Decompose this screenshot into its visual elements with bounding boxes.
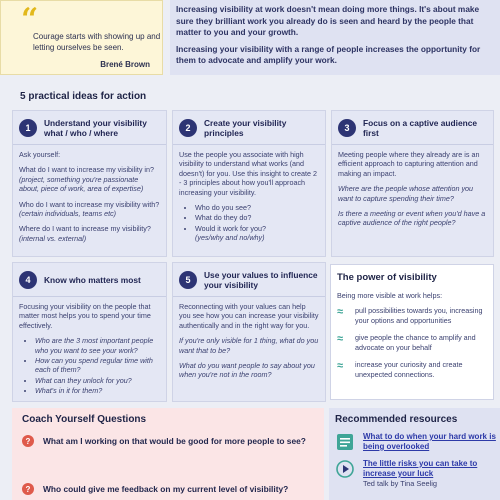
power-of-visibility-panel [330,264,494,400]
intro-paragraph-2: Increasing your visibility with a range of people increases the opportunity for them to advocate and amplify your work. [176,43,481,65]
idea-card-4 [12,262,167,402]
list-item: • What do they do? [195,213,319,222]
intro-paragraph-1: Increasing visibility at work doesn't mean doing more things. It's about make sure they brilliant work you already do is seen and heard by the people that matter to you and your growth. [176,4,480,37]
resource-author: Ted talk by Tina Seelig [363,479,437,488]
card-text: Focusing your visibility on the people that matter most helps you to spend your time effectively. [19,302,151,330]
resource-link[interactable]: The little risks you can take to increase your luck [363,459,478,478]
idea-card-2 [172,110,326,257]
quote-box [0,0,163,75]
card-text: Who do I want to increase my visibility with? (certain individuals, teams etc) [19,199,160,219]
number-4-badge: 4 [19,271,37,289]
card-text: Where do I want to increase my visibility? (internal vs. external) [19,224,151,243]
card-text: What do I want to increase my visibility in? (project, something you're passionate about, piece of work, area of expertise) [19,165,155,194]
list-item: ≈ increase your curiosity and create unexpected connections. [337,360,463,379]
number-1-badge: 1 [19,119,37,137]
list-item: • What's in it for them? [35,386,160,395]
list-item: • How can you spend regular time with each of them? [35,356,160,375]
idea-card-5 [172,262,326,402]
quote-icon: “ [21,2,39,37]
card-text: Meeting people where they already are is an efficient approach to capturing attention and making an impact. [338,150,480,178]
card-list [179,203,319,233]
card-text: (yes/why and no/why) [195,233,265,243]
panel-subtitle: Being more visible at work helps: [337,291,443,300]
card-title: Use your values to influence your visibility [204,269,318,290]
card-text: Use the people you associate with high visibility to understand what works (and doesn't) for you. Use this insight to create 2 - 3 principles about how you'll approach increasing your visibility. [179,150,318,197]
number-3-badge: 3 [338,119,356,137]
card-text: Reconnecting with your values can help you see how you can increase your visibility authentically and in the right way for you. [179,302,319,330]
question-item: ? Who could give me feedback on my current level of visibility? [22,483,288,495]
card-text: If you're only visible for 1 thing, what do you want that to be? [179,336,319,355]
resource-item[interactable] [335,459,500,489]
number-2-badge: 2 [179,119,197,137]
approx-icon: ≈ [337,306,344,318]
section-title: 5 practical ideas for action [20,91,147,102]
list-item: • What can they unlock for you? [35,376,160,385]
approx-icon: ≈ [337,360,344,372]
card-text: Is there a meeting or event when you'd have a captive audience of the right people? [338,209,486,228]
list-item: • Would it work for you? [195,224,319,233]
resource-item[interactable] [335,432,500,452]
quote-author: Brené Brown [100,60,150,69]
resources-panel [329,408,500,500]
resource-link[interactable]: What to do when your hard work is being overlooked [363,432,496,451]
question-item: ? What am I working on that would be good for more people to see? [22,435,306,447]
panel-title: Recommended resources [335,414,458,425]
intro-box [170,0,500,75]
card-text: Where are the people whose attention you want to capture spending their time? [338,184,474,203]
question-icon: ? [22,435,34,447]
panel-title: Coach Yourself Questions [22,414,147,425]
video-icon [335,459,357,479]
panel-title: The power of visibility [337,272,437,283]
list-item: ≈ give people the chance to amplify and advocate on your behalf [337,333,476,352]
card-list [19,336,160,395]
card-text: Ask yourself: [19,150,61,159]
card-title: Create your visibility principles [204,117,287,138]
card-title: Understand your visibility what / who / where [44,117,147,138]
card-text: What do you want people to say about you when you're not in the room? [179,361,315,380]
question-icon: ? [22,483,34,495]
card-title: Know who matters most [44,274,141,285]
approx-icon: ≈ [337,333,344,345]
quote-text: Courage starts with showing up and letting ourselves be seen. [33,32,161,52]
list-item: • Who do you see? [195,203,319,212]
list-item: • Who are the 3 most important people who you want to see your work? [35,336,160,355]
list-item: ≈ pull possibilities towards you, increasing your options and opportunities [337,306,483,325]
idea-card-3 [331,110,494,257]
coach-questions-panel [12,408,324,500]
number-5-badge: 5 [179,271,197,289]
card-title: Focus on a captive audience first [363,117,478,138]
article-icon [335,432,357,452]
idea-card-1 [12,110,167,257]
